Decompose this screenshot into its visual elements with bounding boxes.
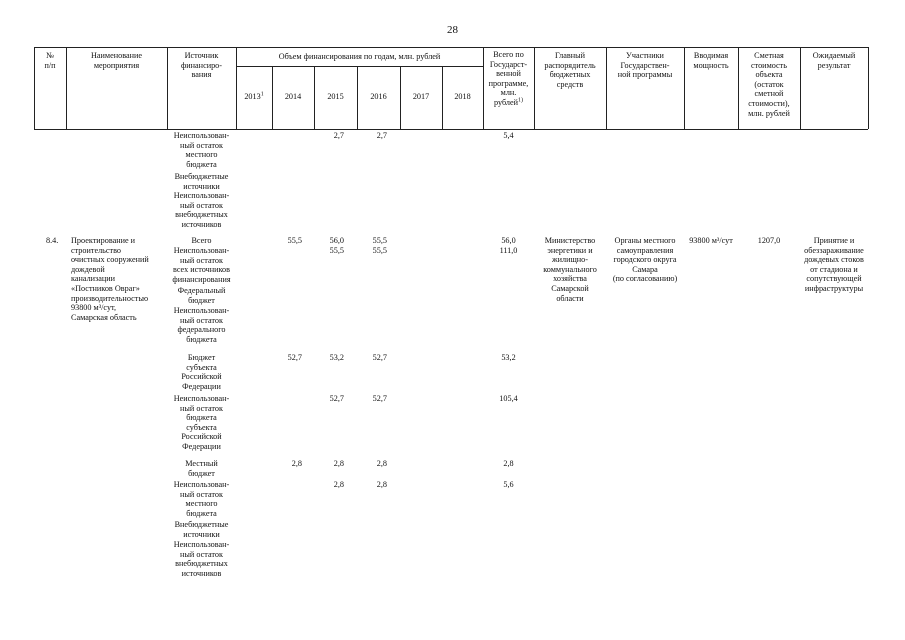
source-cell: Неиспользован- ный остаток федерального бюджета	[173, 306, 230, 344]
source-cell: Внебюджетные источники	[174, 520, 229, 539]
row-manager: Министерство энергетики и жилищно- коммунального хозяйства Самарской области	[543, 236, 597, 303]
header-total-text: Всего по Государст- венной программе, млн. рублей	[488, 50, 529, 107]
header-year-2017: 2017	[412, 92, 430, 101]
header-capacity: Вводимая мощность	[693, 51, 729, 70]
source-cell: Местный бюджет	[185, 459, 218, 478]
header-year-2018: 2018	[454, 92, 471, 101]
source-cell: Федеральный бюджет	[177, 286, 226, 305]
value-2016: 55,5	[372, 236, 387, 245]
header-year-2013	[236, 92, 272, 102]
header-cost: Сметная стоимость объекта (остаток сметной стоимости), млн. рублей	[748, 51, 790, 118]
value-2015: 2,7	[333, 131, 344, 140]
footnote-mark: 1)	[518, 97, 524, 104]
value-total: 56,0	[501, 236, 516, 245]
value-2015: 55,5	[329, 246, 344, 255]
header-year-2016: 2016	[370, 92, 387, 101]
header-num: № п/п	[44, 51, 56, 70]
value-total: 111,0	[499, 246, 518, 255]
source-cell: Неиспользован- ный остаток местного бюджета	[173, 131, 230, 169]
value-total: 53,2	[501, 353, 516, 362]
header-top-border	[34, 47, 868, 48]
col-border	[868, 47, 869, 129]
header-participants: Участники Государствен- ной программы	[617, 51, 673, 80]
value-total: 5,4	[503, 131, 514, 140]
value-2016: 52,7	[372, 353, 387, 362]
header-year-2015: 2015	[327, 92, 344, 101]
source-cell: Бюджет субъекта Российской Федерации	[181, 353, 222, 391]
header-total	[483, 50, 534, 108]
source-cell: Неиспользован- ный остаток местного бюджета	[173, 480, 230, 518]
value-2016: 55,5	[372, 246, 387, 255]
row-capacity: 93800 м³/сут	[689, 236, 733, 245]
header-source: Источник финансиро- вания	[180, 51, 222, 80]
row-participants: Органы местного самоуправления городского округа Самара (по согласованию)	[612, 236, 678, 284]
source-cell: Неиспользован- ный остаток всех источников финансирования	[172, 246, 231, 284]
page-number: 28	[447, 24, 458, 36]
source-cell: Неиспользован- ный остаток внебюджетных источников	[173, 191, 230, 229]
value-2016: 52,7	[372, 394, 387, 403]
year-2013-label: 2013	[244, 92, 261, 101]
source-cell: Внебюджетные источники	[174, 172, 229, 191]
value-2016: 2,7	[376, 131, 387, 140]
value-2016: 2,8	[376, 480, 387, 489]
value-total: 2,8	[503, 459, 514, 468]
source-cell: Неиспользован- ный остаток бюджета субъекта Российской Федерации	[173, 394, 230, 451]
header-manager: Главный распорядитель бюджетных средств	[544, 51, 596, 89]
value-2015: 52,7	[329, 394, 344, 403]
header-financing-group: Объем финансирования по годам, млн. рублей	[278, 52, 441, 61]
header-name: Наименование мероприятия	[90, 51, 142, 70]
source-cell: Всего	[191, 236, 212, 245]
value-2015: 2,8	[333, 459, 344, 468]
value-2015: 53,2	[329, 353, 344, 362]
value-2014: 2,8	[291, 459, 302, 468]
header-year-2014: 2014	[284, 92, 302, 101]
value-total: 105,4	[499, 394, 518, 403]
value-2015: 2,8	[333, 480, 344, 489]
value-2015: 56,0	[329, 236, 344, 245]
value-2014: 55,5	[287, 236, 302, 245]
footnote-mark: 1	[260, 91, 264, 98]
row-name: Проектирование и строительство очистных сооружений дождевой канализации «Постников Овраг» производительностью 93800 м³/сут, Самарская область	[71, 236, 149, 322]
value-2016: 2,8	[376, 459, 387, 468]
header-result: Ожидаемый результат	[812, 51, 856, 70]
years-divider	[236, 66, 483, 67]
row-number: 8.4.	[46, 236, 59, 245]
value-2014: 52,7	[287, 353, 302, 362]
row-result: Принятие и обеззараживание дождевых стоков от стадиона и сопутствующей инфраструктуры	[804, 236, 864, 293]
source-cell: Неиспользован- ный остаток внебюджетных источников	[173, 540, 230, 578]
row-cost: 1207,0	[757, 236, 781, 245]
value-total: 5,6	[503, 480, 514, 489]
header-bottom-border	[34, 129, 868, 130]
